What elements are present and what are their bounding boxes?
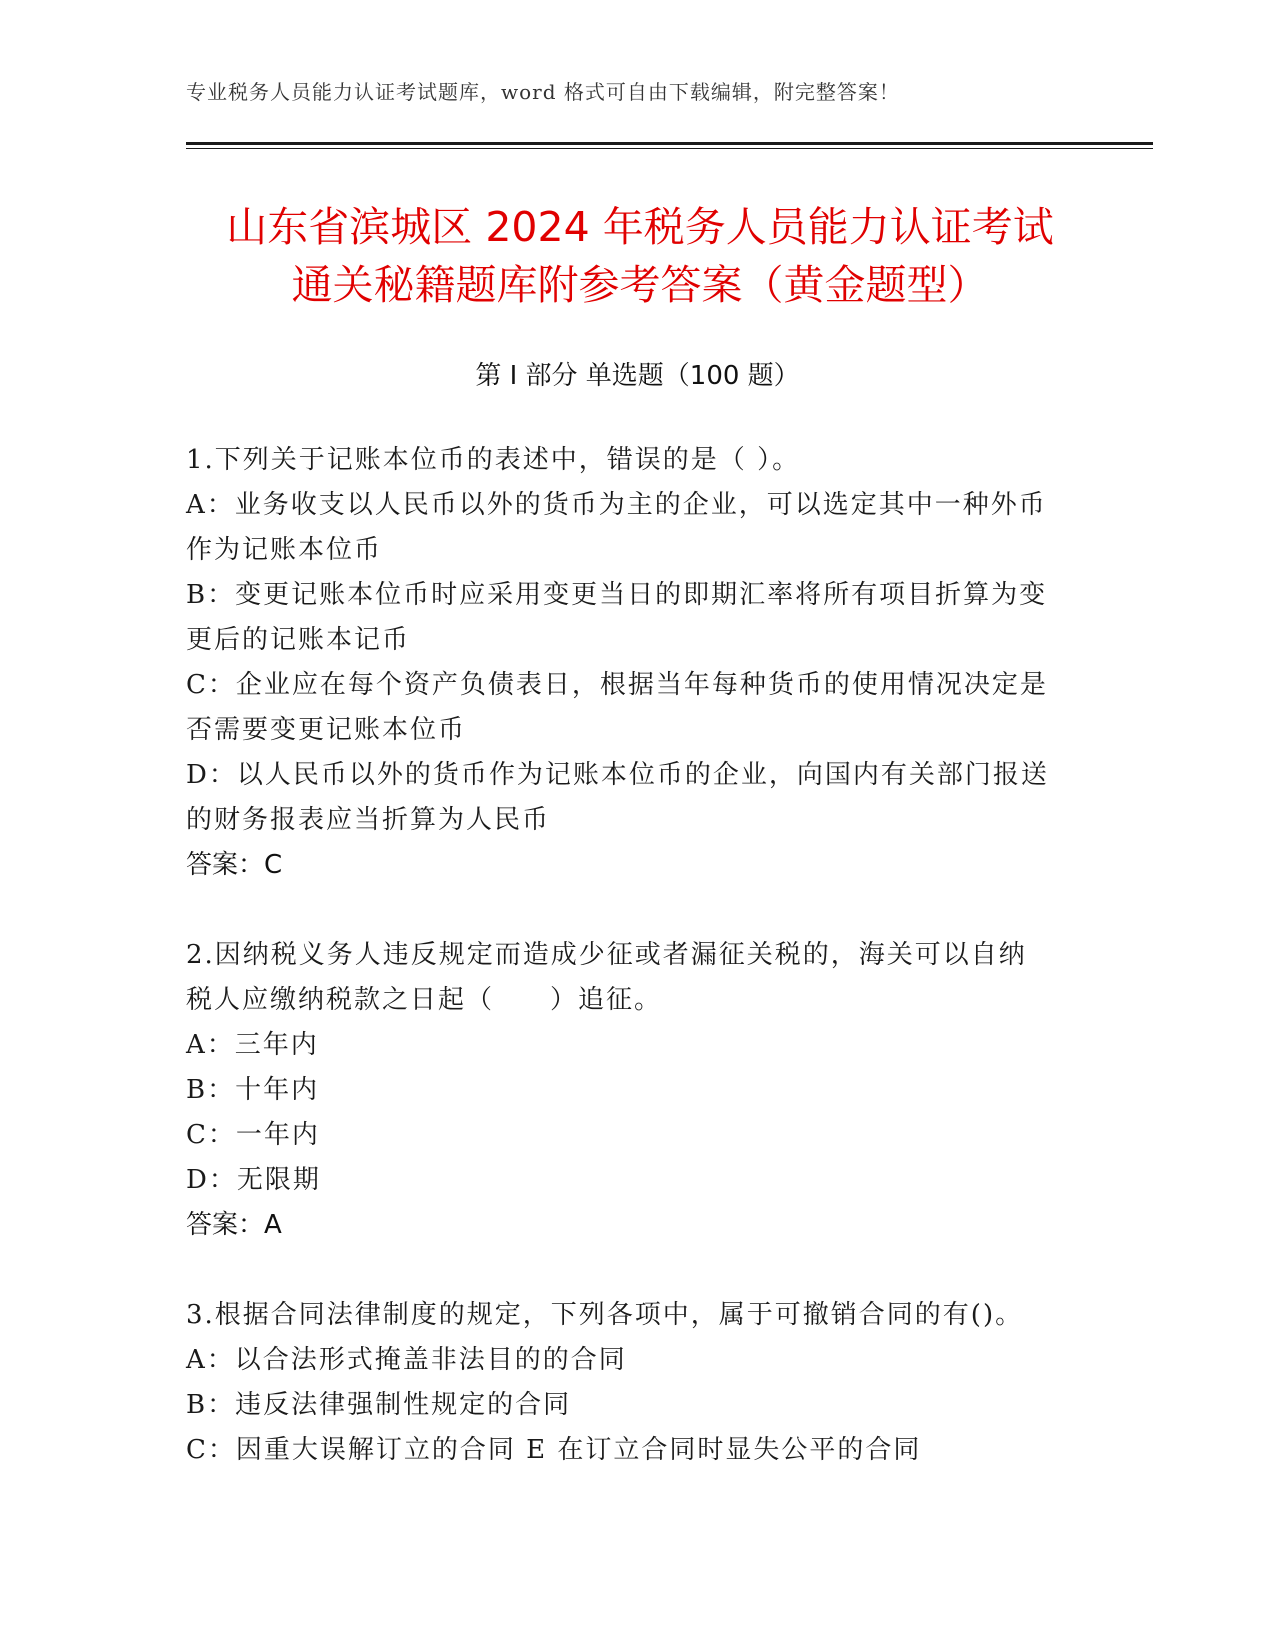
- option-line: A：业务收支以人民币以外的货币为主的企业，可以选定其中一种外币: [186, 490, 1047, 520]
- option-line: 更后的记账本记币: [186, 625, 411, 655]
- option-line: D：无限期: [186, 1165, 321, 1195]
- option-line: D：以人民币以外的货币作为记账本位币的企业，向国内有关部门报送: [186, 760, 1049, 790]
- section-title: 第 I 部分 单选题（100 题）: [475, 361, 800, 391]
- answer-label: 答案：C: [186, 850, 283, 880]
- option-line: C：因重大误解订立的合同 E 在订立合同时显失公平的合同: [186, 1435, 922, 1465]
- header-note: 专业税务人员能力认证考试题库，word 格式可自由下载编辑，附完整答案！: [186, 80, 900, 104]
- question-stem-line: 税人应缴纳税款之日起（ ）追征。: [186, 985, 663, 1015]
- header-rule-thick: [186, 142, 1153, 145]
- option-line: B：十年内: [186, 1075, 320, 1105]
- option-line: A：三年内: [186, 1030, 319, 1060]
- title-line-1: 山东省滨城区 2024 年税务人员能力认证考试: [226, 203, 1054, 251]
- question-stem-line: 1.下列关于记账本位币的表述中，错误的是（ ）。: [186, 445, 801, 475]
- option-line: 作为记账本位币: [186, 535, 383, 565]
- option-line: A：以合法形式掩盖非法目的的合同: [186, 1345, 627, 1375]
- header-rule-thin: [186, 148, 1153, 149]
- title-line-2: 通关秘籍题库附参考答案（黄金题型）: [291, 261, 989, 309]
- question-list: [186, 438, 1086, 1518]
- option-line: C：企业应在每个资产负债表日，根据当年每种货币的使用情况决定是: [186, 670, 1048, 700]
- option-line: C：一年内: [186, 1120, 320, 1150]
- option-line: 的财务报表应当折算为人民币: [186, 805, 551, 835]
- document-title: [160, 198, 1120, 314]
- option-line: 否需要变更记账本位币: [186, 715, 467, 745]
- question-stem-line: 2.因纳税义务人违反规定而造成少征或者漏征关税的，海关可以自纳: [186, 940, 1027, 970]
- question-1: [186, 438, 1086, 888]
- question-stem-line: 3.根据合同法律制度的规定，下列各项中，属于可撤销合同的有()。: [186, 1300, 1024, 1330]
- option-line: B：违反法律强制性规定的合同: [186, 1390, 572, 1420]
- option-line: B：变更记账本位币时应采用变更当日的即期汇率将所有项目折算为变: [186, 580, 1048, 610]
- answer-label: 答案：A: [186, 1210, 282, 1240]
- question-3: [186, 1293, 1086, 1473]
- question-2: [186, 933, 1086, 1248]
